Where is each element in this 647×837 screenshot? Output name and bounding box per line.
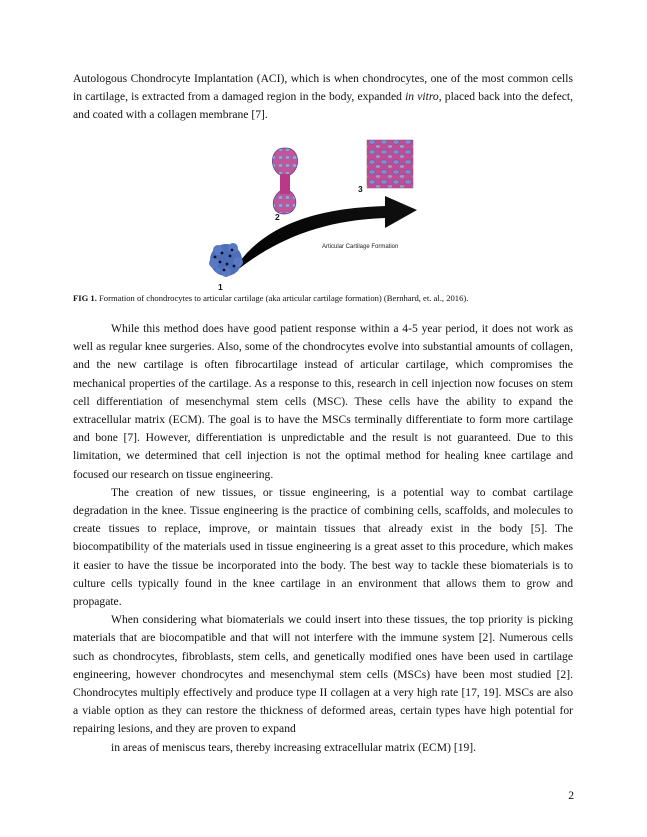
intro-italic: in vitro: [405, 90, 439, 104]
paragraph-2: The creation of new tissues, or tissue engineering, is a potential way to combat cartilage degradation in the knee. Tissue engineering is the practice of combining cells, scaffolds, and molecules to create tissues to replace, improve, or maintain tissues that already exist in the body [5]. The biocompatibility of the materials used in tissue engineering is a great asset to this procedure, which makes it easier to have the tissue be incorporated into the body. The best way to tackle these biomaterials is to culture cells typically found in the knee cartilage in an environment that allows them to grow and propagate.: [73, 485, 573, 609]
figure-label-1: 1: [218, 282, 223, 292]
arrow-label: Articular Cartilage Formation: [322, 244, 399, 250]
paragraph-3-last-line: in areas of meniscus tears, thereby increasing extracellular matrix (ECM) [19].: [111, 740, 477, 754]
figure-1: [200, 138, 440, 298]
intro-text-2: , placed back into the defect, and coated with a collagen membrane [7].: [73, 90, 573, 122]
cartilage-column-2: [272, 148, 297, 214]
figure-label-3: 3: [358, 184, 363, 194]
caption-text: Formation of chondrocytes to articular cartilage (aka articular cartilage formation) (Bernhard, et. al., 2016).: [96, 293, 469, 303]
intro-text-1: Autologous Chondrocyte Implantation (ACI), which is when chondrocytes, one of the most common cells in cartilage, is extracted from a damaged region in the body, expanded: [73, 72, 573, 104]
cartilage-formation-diagram: [200, 138, 440, 298]
paragraph-3: When considering what biomaterials we could insert into these tissues, the top priority is picking materials that are biocompatible and that will not interfere with the immune system [2]. Numerous cells such as chondrocytes, fibroblasts, stem cells, and genetically modified ones have been used in cartilage engineering, however chondrocytes and mesenchymal stem cells (MSCs) have been most studied [2]. Chondrocytes multiply effectively and produce type II collagen at a very high rate [17, 19]. MSCs are also a viable option as they can restore the thickness of deformed areas, certain types have high potential for repairing lesions, and they are proven to expand: [73, 613, 573, 736]
caption-prefix: FIG 1.: [73, 293, 97, 303]
formation-arrow: [230, 196, 417, 276]
page-number: 2: [568, 789, 574, 802]
intro-paragraph: [73, 70, 573, 125]
paragraph-1: While this method does have good patient response within a 4-5 year period, it does not work as well as regular knee surgeries. Also, some of the chondrocytes evolve into substantial amounts of collagen, and the new cartilage is often fibrocartilage instead of articular cartilage, which compromises the mechanical properties of the cartilage. As a response to this, research in cell injection now focuses on stem cell differentiation of mesenchymal stem cells (MSC). These cells have the ability to expand the extracellular matrix (ECM). The goal is to have the MSCs terminally differentiate to form more cartilage and bone [7]. However, differentiation is unpredictable and the result is not guaranteed. Due to this limitation, we determined that cell injection is not the optimal method for healing knee cartilage and focused our research on tissue engineering.: [73, 322, 573, 481]
body-text: [73, 320, 573, 757]
figure-label-2: 2: [275, 212, 280, 222]
chondrocyte-cluster-1: [209, 243, 243, 277]
figure-caption: [73, 293, 573, 303]
cartilage-tissue-3: [367, 140, 413, 188]
